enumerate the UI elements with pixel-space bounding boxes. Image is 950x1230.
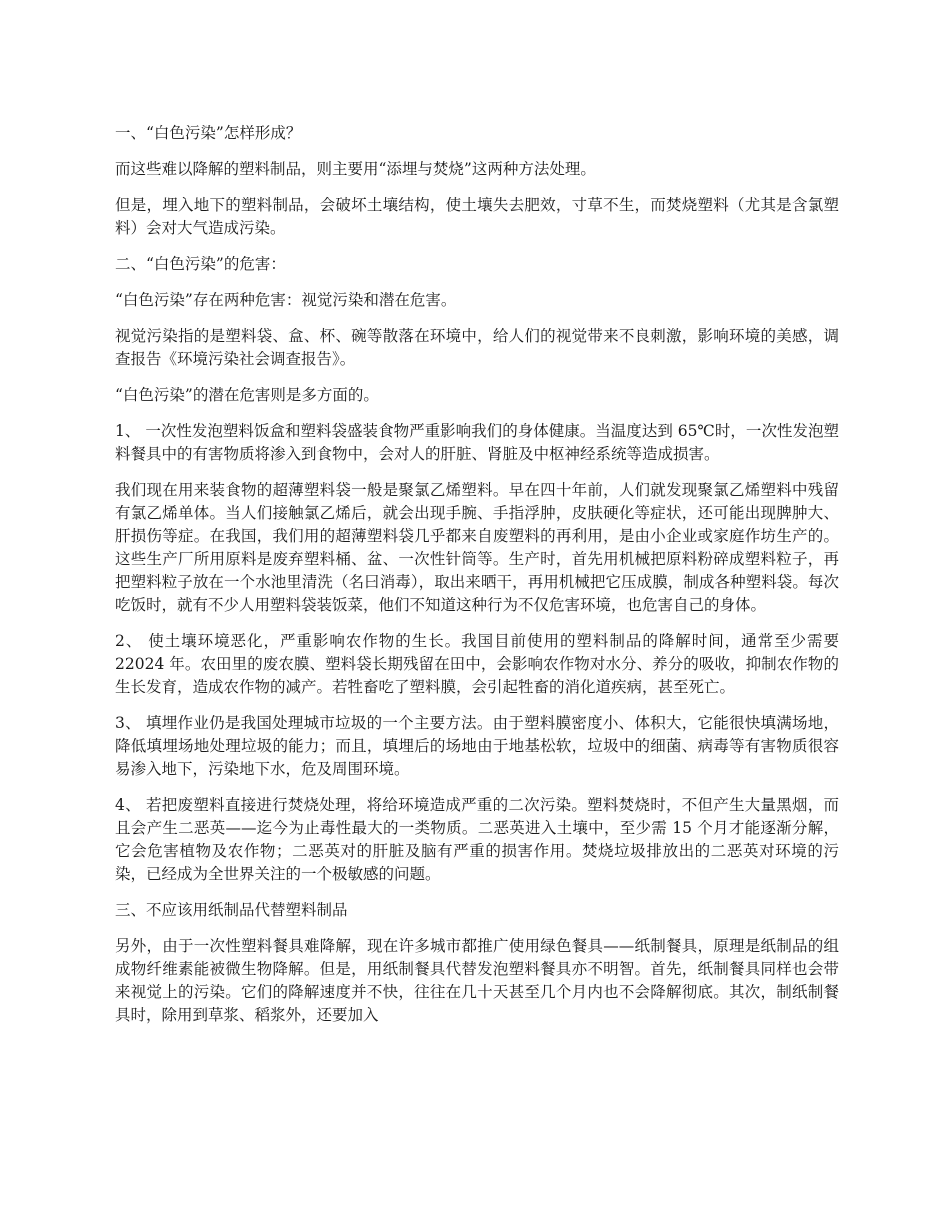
paragraph: 我们现在用来装食物的超薄塑料袋一般是聚氯乙烯塑料。早在四十年前，人们就发现聚氯乙烯塑料中残留有氯乙烯单体。当人们接触氯乙烯后，就会出现手腕、手指浮肿，皮肤硬化等症状，还可能出现脾肿大、肝损伤等症。在我国，我们用的超薄塑料袋几乎都来自废塑料的再利用，是由小企业或家庭作坊生产的。这些生产厂所用原料是废弃塑料桶、盆、一次性针筒等。生产时，首先用机械把原料粉碎成塑料粒子，再把塑料粒子放在一个水池里清洗（名曰消毒），取出来晒干，再用机械把它压成膜，制成各种塑料袋。每次吃饭时，就有不少人用塑料袋装饭菜，他们不知道这种行为不仅危害环境，也危害自己的身体。	[115, 481, 839, 614]
heading-hazards: 二、“白色污染”的危害：	[115, 255, 286, 273]
heading-formation: 一、“白色污染”怎样形成？	[115, 124, 302, 142]
paragraph: 视觉污染指的是塑料袋、盒、杯、碗等散落在环境中，给人们的视觉带来不良刺激，影响环境的美感，调查报告《环境污染社会调查报告》。	[115, 327, 839, 368]
paragraph: “白色污染”存在两种危害：视觉污染和潜在危害。	[115, 291, 457, 309]
paragraph: 但是，埋入地下的塑料制品，会破坏土壤结构，使土壤失去肥效，寸草不生，而焚烧塑料（尤其是含氯塑料）会对大气造成污染。	[115, 196, 839, 237]
list-item-3: 3、 填埋作业仍是我国处理城市垃圾的一个主要方法。由于塑料膜密度小、体积大，它能很快填满场地，降低填埋场地处理垃圾的能力；而且，填埋后的场地由于地基松软，垃圾中的细菌、病毒等有害物质很容易渗入地下，污染地下水，危及周围环境。	[115, 714, 839, 778]
list-item-4: 4、 若把废塑料直接进行焚烧处理，将给环境造成严重的二次污染。塑料焚烧时，不但产生大量黑烟，而且会产生二恶英——迄今为止毒性最大的一类物质。二恶英进入土壤中，至少需 15 个月才能逐渐分解，它会危害植物及农作物；二恶英对的肝脏及脑有严重的损害作用。焚烧垃圾排放出的二恶英对环境的污染，已经成为全世界关注的一个极敏感的问题。	[115, 796, 839, 883]
heading-paper-products: 三、不应该用纸制品代替塑料制品	[115, 901, 348, 919]
list-item-2: 2、 使土壤环境恶化，严重影响农作物的生长。我国目前使用的塑料制品的降解时间，通常至少需要 22024 年。农田里的废农膜、塑料袋长期残留在田中，会影响农作物对水分、养分的吸收，抑制农作物的生长发育，造成农作物的减产。若牲畜吃了塑料膜，会引起牲畜的消化道疾病，甚至死亡。	[115, 632, 839, 696]
list-item-1: 1、 一次性发泡塑料饭盒和塑料袋盛装食物严重影响我们的身体健康。当温度达到 65℃时，一次性发泡塑料餐具中的有害物质将渗入到食物中，会对人的肝脏、肾脏及中枢神经系统等造成损害。	[115, 422, 839, 463]
paragraph: 而这些难以降解的塑料制品，则主要用“添埋与焚烧”这两种方法处理。	[115, 160, 596, 178]
paragraph: 另外，由于一次性塑料餐具难降解，现在许多城市都推广使用绿色餐具——纸制餐具，原理是纸制品的组成物纤维素能被微生物降解。但是，用纸制餐具代替发泡塑料餐具亦不明智。首先，纸制餐具同样也会带来视觉上的污染。它们的降解速度并不快，往往在几十天甚至几个月内也不会降解彻底。其次，制纸制餐具时，除用到草浆、稻浆外，还要加入	[115, 937, 839, 1024]
paragraph: “白色污染”的潜在危害则是多方面的。	[115, 386, 379, 404]
document-body	[115, 122, 839, 1040]
